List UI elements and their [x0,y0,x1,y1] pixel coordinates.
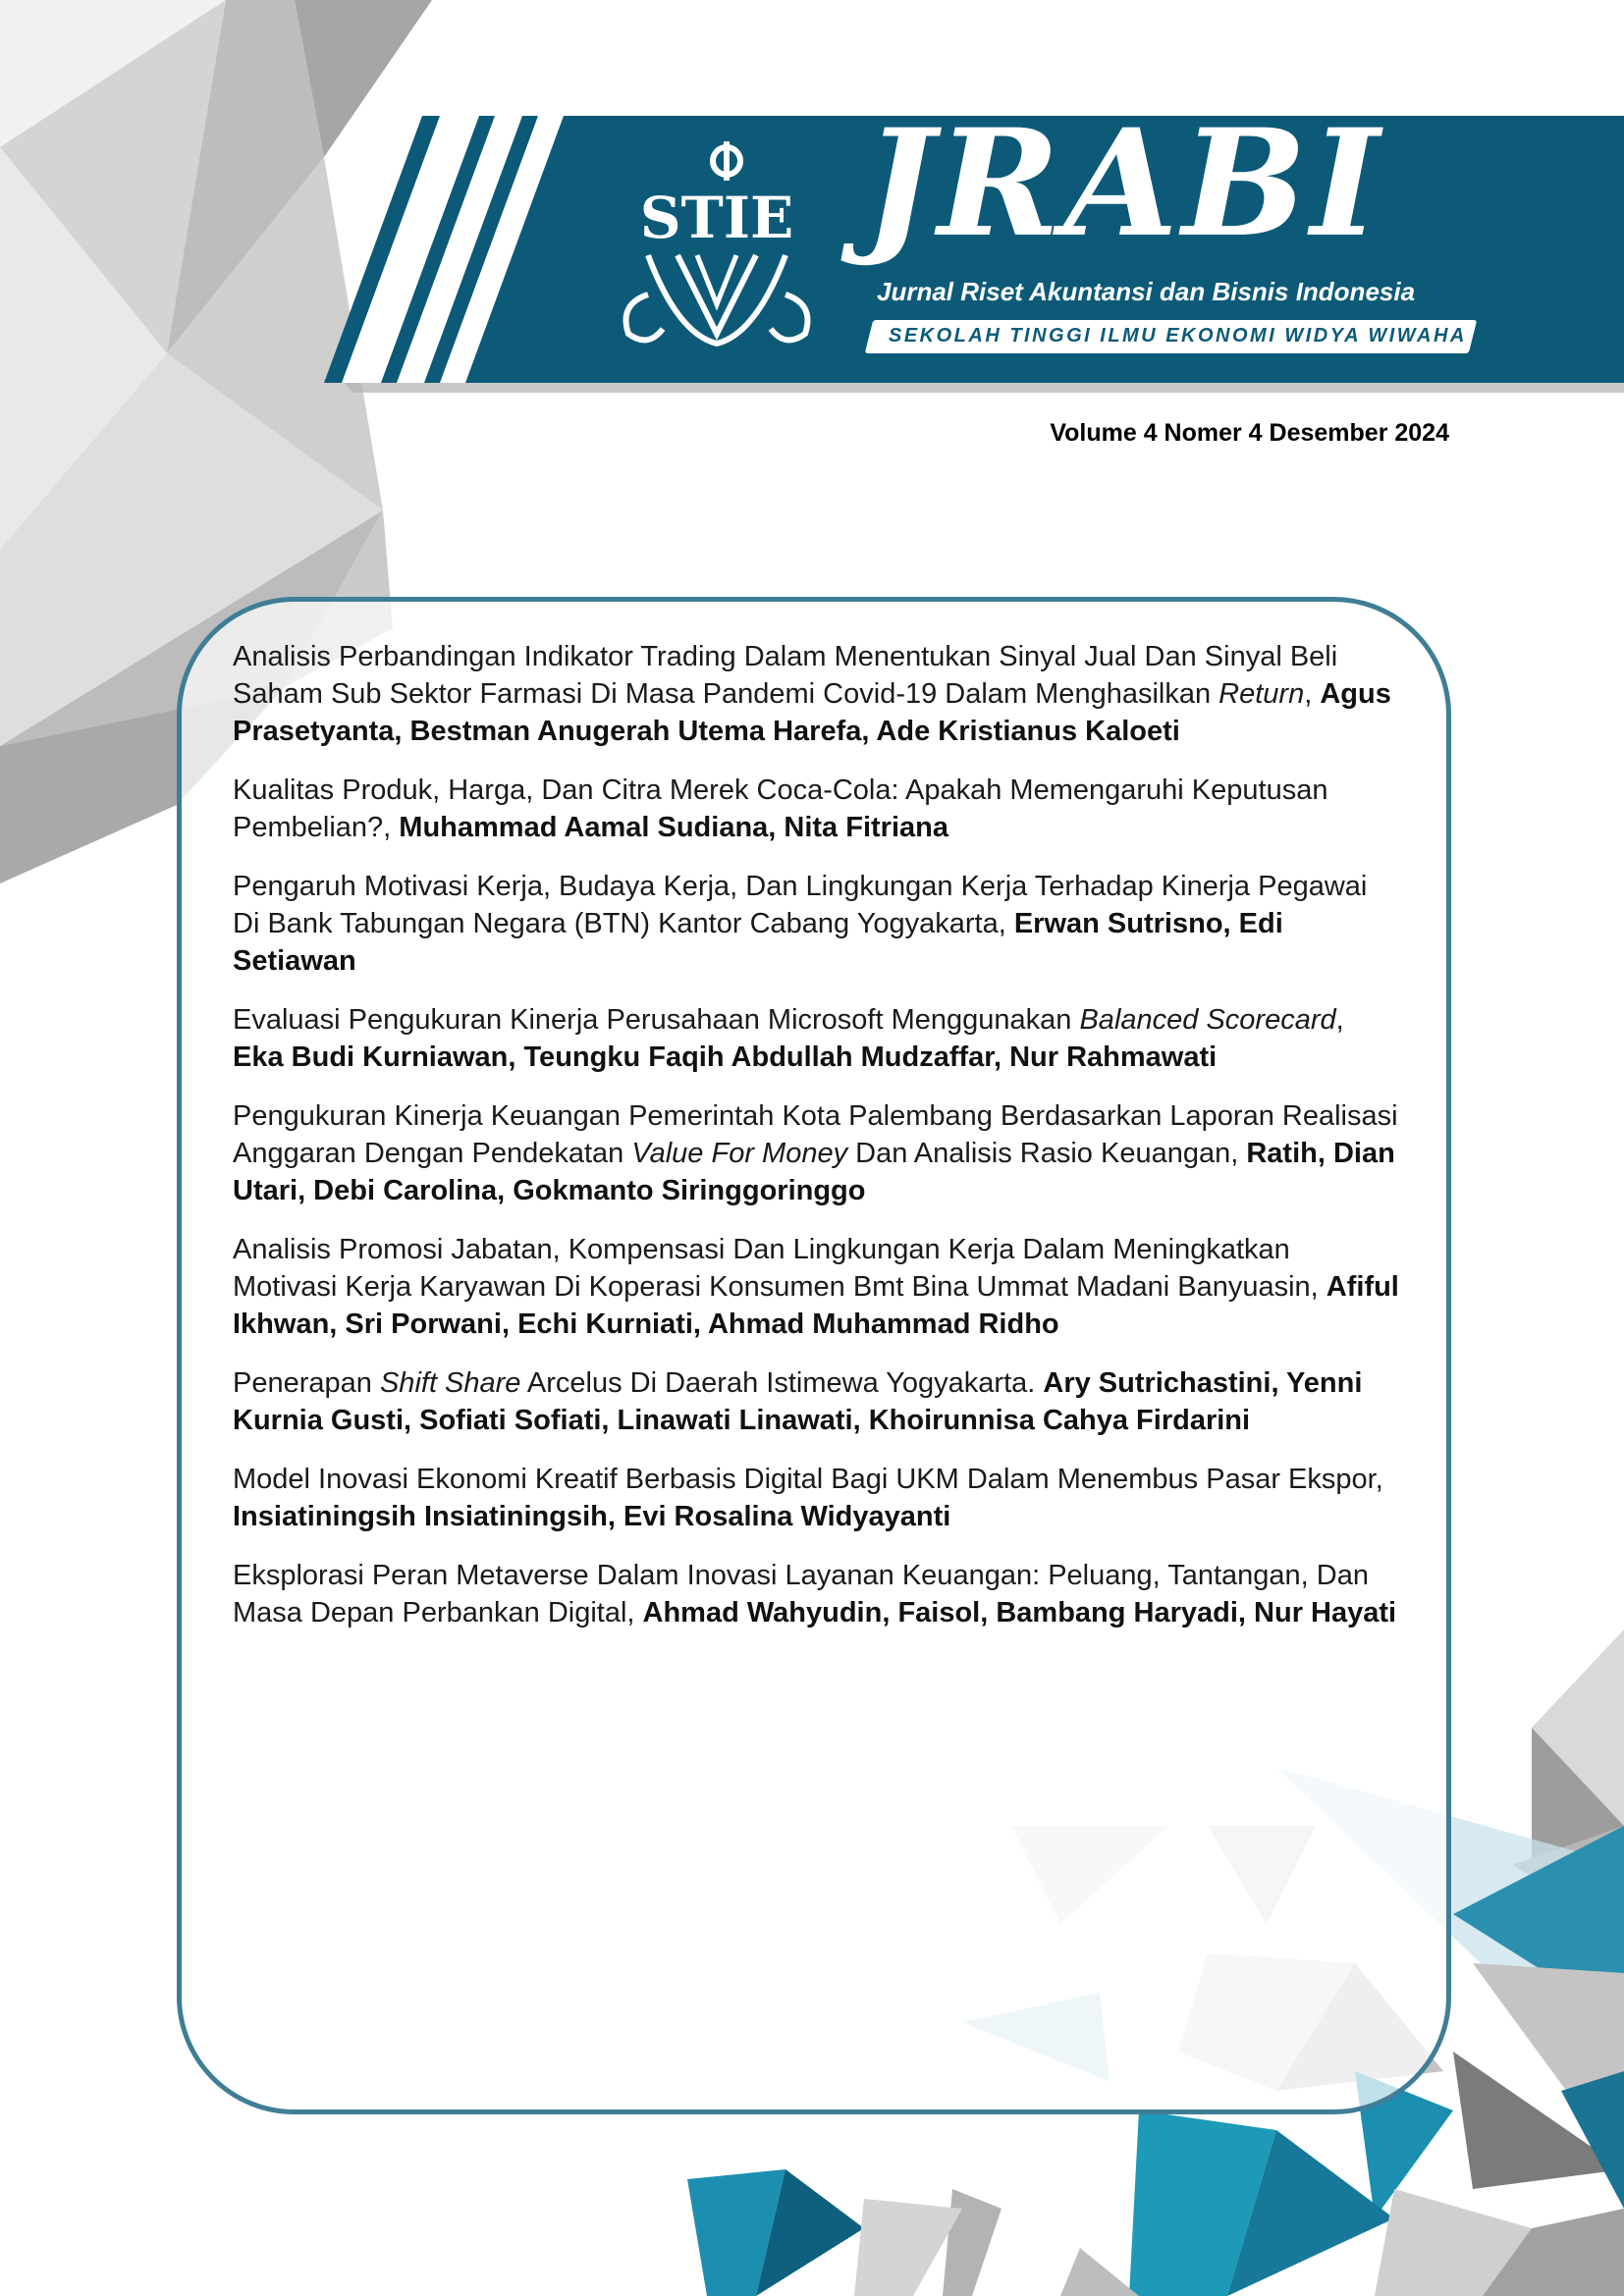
article-title-text: Analisis Promosi Jabatan, Kompensasi Dan Lingkungan Kerja Dalam Meningkatkan Motivasi Kerja Karyawan Di Koperasi Konsumen Bmt Bina Ummat Madani Banyuasin, [233,1234,1326,1303]
article-authors: Insiatiningsih Insiatiningsih, Evi Rosalina Widyayanti [233,1501,951,1532]
issue-label: Volume 4 Nomer 4 Desember 2024 [1050,419,1449,447]
article-entry [233,1557,1401,1631]
article-title-text: Dan Analisis Rasio Keuangan, [847,1138,1247,1169]
stie-logo-emblem [609,137,825,363]
article-authors: Muhammad Aamal Sudiana, Nita Fitriana [399,812,948,843]
article-title-italic: Return [1218,678,1305,710]
article-authors: Eka Budi Kurniawan, Teungku Faqih Abdullah Mudzaffar, Nur Rahmawati [233,1041,1218,1073]
article-entry [233,1097,1401,1209]
article-title-text: Penerapan [233,1367,380,1399]
article-title-text: Kualitas Produk, Harga, Dan Citra Merek Coca-Cola: Apakah Memengaruhi Keputusan Pembelian?, [233,774,1328,843]
article-title-text: Pengaruh Motivasi Kerja, Budaya Kerja, Dan Lingkungan Kerja Terhadap Kinerja Pegawai Di Bank Tabungan Negara (BTN) Kantor Cabang Yogyakarta, [233,871,1368,939]
article-title-text: Eksplorasi Peran Metaverse Dalam Inovasi Layanan Keuangan: Peluang, Tantangan, Dan Masa Depan Perbankan Digital, [233,1560,1369,1629]
article-entry [233,1461,1401,1535]
article-title-text: Pengukuran Kinerja Keuangan Pemerintah Kota Palembang Berdasarkan Laporan Realisasi Anggaran Dengan Pendekatan [233,1100,1398,1169]
article-entry [233,1364,1401,1439]
journal-subtitle: Jurnal Riset Akuntansi dan Bisnis Indonesia [877,277,1416,306]
article-entry [233,1001,1401,1076]
article-authors: Ratih, Dian Utari, Debi Carolina, Gokmanto Siringgoringgo [233,1138,1395,1206]
article-title-text: Evaluasi Pengukuran Kinerja Perusahaan Microsoft Menggunakan [233,1004,1080,1036]
article-authors: Ahmad Wahyudin, Faisol, Bambang Haryadi, Nur Hayati [642,1597,1397,1629]
article-authors: Ary Sutrichastini, Yenni Kurnia Gusti, Sofiati Sofiati, Linawati Linawati, Khoirunnisa Cahya Firdarini [233,1367,1363,1436]
journal-title: JRABI [864,97,1383,270]
article-entry [233,1231,1401,1343]
table-of-contents-list [233,638,1401,1653]
article-entry [233,638,1401,750]
article-authors: Afiful Ikhwan, Sri Porwani, Echi Kurniati, Ahmad Muhammad Ridho [233,1271,1399,1340]
article-entry [233,772,1401,846]
article-title-italic: Shift Share [379,1367,521,1399]
article-entry [233,868,1401,980]
article-authors: Agus Prasetyanta, Bestman Anugerah Utema Harefa, Ade Kristianus Kaloeti [233,678,1391,747]
logo-text: STIE [639,185,794,251]
article-title-text: Analisis Perbandingan Indikator Trading Dalam Menentukan Sinyal Jual Dan Sinyal Beli Saham Sub Sektor Farmasi Di Masa Pandemi Covid-19 Dalam Menghasilkan [233,641,1338,710]
article-title-text: Model Inovasi Ekonomi Kreatif Berbasis Digital Bagi UKM Dalam Menembus Pasar Ekspor, [233,1464,1383,1495]
article-title-italic: Balanced Scorecard [1079,1004,1336,1036]
article-authors: Erwan Sutrisno, Edi Setiawan [233,908,1283,977]
institution-label: SEKOLAH TINGGI ILMU EKONOMI WIDYA WIWAHA [889,325,1467,347]
article-title-text: Arcelus Di Daerah Istimewa Yogyakarta. [520,1367,1044,1399]
article-title-text: , [1335,1004,1344,1036]
article-title-text: , [1304,678,1321,710]
article-title-italic: Value For Money [631,1138,848,1169]
